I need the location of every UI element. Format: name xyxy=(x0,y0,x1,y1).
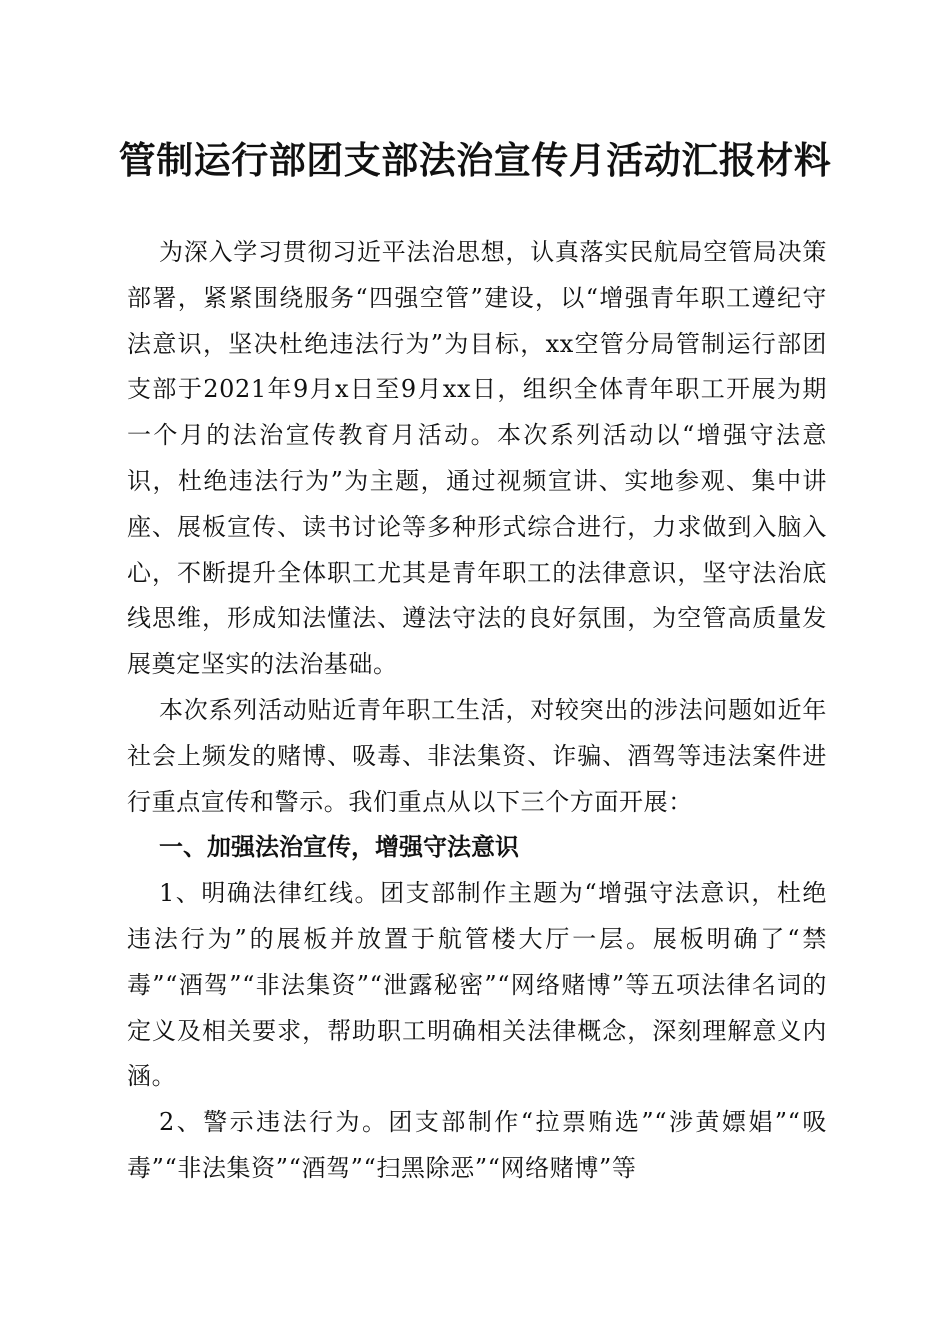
document-body xyxy=(127,230,827,1192)
paragraph-item-1: 1、明确法律红线。团支部制作主题为“增强守法意识，杜绝违法行为”的展板并放置于航管楼大厅一层。展板明确了“禁毒”“酒驾”“非法集资”“泄露秘密”“网络赌博”等五项法律名词的定义及相关要求，帮助职工明确相关法律概念，深刻理解意义内涵。 xyxy=(127,879,827,1091)
document-title: 管制运行部团支部法治宣传月活动汇报材料 xyxy=(118,138,832,182)
section-heading-1: 一、加强法治宣传，增强守法意识 xyxy=(159,833,519,862)
paragraph-intro: 为深入学习贯彻习近平法治思想，认真落实民航局空管局决策部署，紧紧围绕服务“四强空管”建设，以“增强青年职工遵纪守法意识，坚决杜绝违法行为”为目标，xx空管分局管制运行部团支部于2021年9月x日至9月xx日，组织全体青年职工开展为期一个月的法治宣传教育月活动。本次系列活动以“增强守法意识，杜绝违法行为”为主题，通过视频宣讲、实地参观、集中讲座、展板宣传、读书讨论等多种形式综合进行，力求做到入脑入心，不断提升全体职工尤其是青年职工的法律意识，坚守法治底线思维，形成知法懂法、遵法守法的良好氛围，为空管高质量发展奠定坚实的法治基础。 xyxy=(127,238,827,679)
paragraph-overview: 本次系列活动贴近青年职工生活，对较突出的涉法问题如近年社会上频发的赌博、吸毒、非法集资、诈骗、酒驾等违法案件进行重点宣传和警示。我们重点从以下三个方面开展： xyxy=(127,695,827,816)
paragraph-item-2: 2、警示违法行为。团支部制作“拉票贿选”“涉黄嫖娼”“吸毒”“非法集资”“酒驾”“扫黑除恶”“网络赌博”等 xyxy=(127,1108,827,1182)
